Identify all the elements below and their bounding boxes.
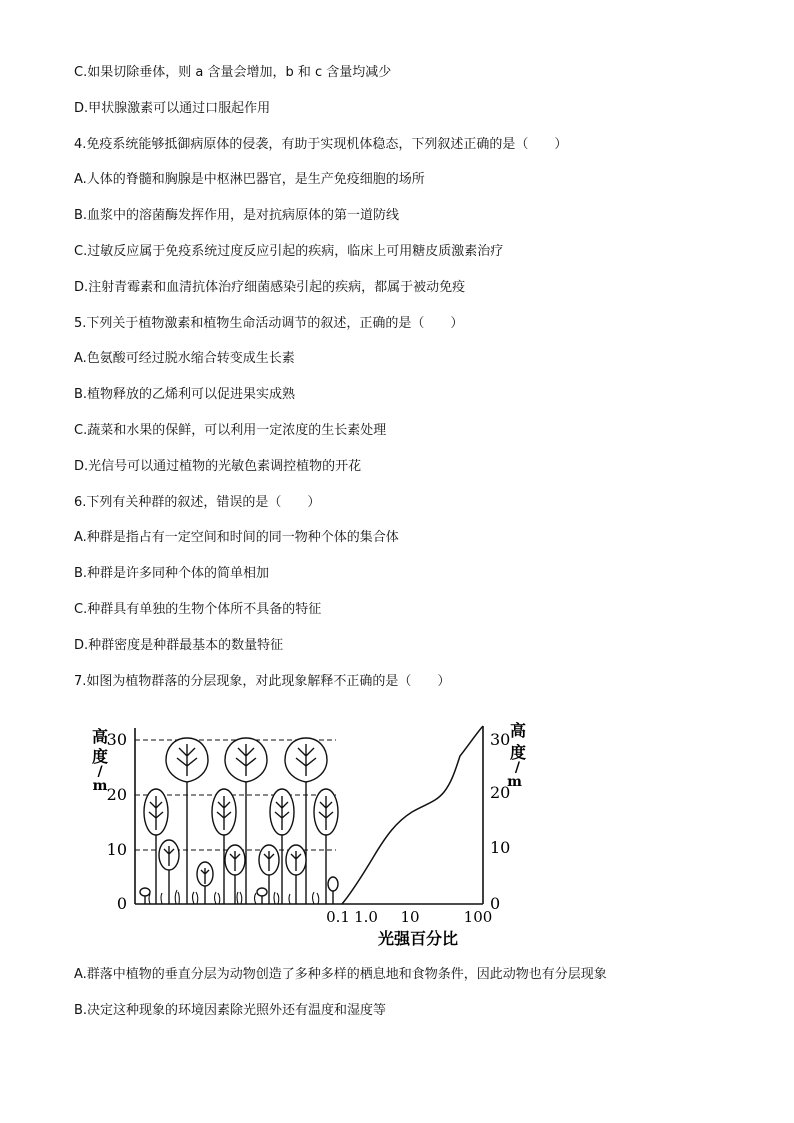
left-axis-label-1: 高 [91,727,109,746]
left-tick-10: 10 [106,840,127,859]
small-tree-icon [225,845,245,904]
left-height-ticks [107,730,127,913]
right-tick-10: 10 [490,838,511,857]
right-tick-0: 0 [490,894,501,913]
text-line: D.注射青霉素和血清抗体治疗细菌感染引起的疾病，都属于被动免疫 [74,279,466,295]
right-axis-label-2: 度 [509,743,526,762]
text-line: 7.如图为植物群落的分层现象，对此现象解释不正确的是（ ） [74,673,451,689]
right-axis-label-1: 高 [509,721,526,740]
plant-stratification-figure [80,716,526,950]
right-height-ticks [490,730,510,913]
left-tick-20: 20 [106,785,127,804]
text-line: D.甲状腺激素可以通过口服起作用 [74,100,271,116]
light-axis-label: 光强百分比 [377,929,459,948]
right-tick-20: 20 [490,783,511,802]
light-tick-0.1: 0.1 [326,908,350,926]
text-line: B.决定这种现象的环境因素除光照外还有温度和湿度等 [74,1003,387,1018]
text-line: A.人体的脊髓和胸腺是中枢淋巴器官，是生产免疫细胞的场所 [74,172,425,188]
text-line: A.色氨酸可经过脱水缩合转变成生长素 [74,351,295,367]
text-line: B.血浆中的溶菌酶发挥作用，是对抗病原体的第一道防线 [74,208,400,224]
text-line: C.过敏反应属于免疫系统过度反应引起的疾病，临床上可用糖皮质激素治疗 [74,244,504,259]
right-axis-label-4: m [507,774,522,790]
text-line: C.如果切除垂体，则 a 含量会增加，b 和 c 含量均减少 [74,65,392,80]
left-axis-label-2: 度 [91,747,109,766]
shrub-icon [197,862,213,904]
text-line: B.植物释放的乙烯利可以促进果实成熟 [74,387,296,403]
grass-icon [149,890,319,904]
text-line: C.蔬菜和水果的保鲜，可以利用一定浓度的生长素处理 [74,423,387,438]
left-tick-30: 30 [106,730,127,749]
forest-illustration [140,738,338,904]
text-line: 4.免疫系统能够抵御病原体的侵袭，有助于实现机体稳态，下列叙述正确的是（ ） [74,136,568,152]
left-tick-0: 0 [116,894,127,913]
light-tick-100: 100 [463,908,493,926]
text-line: D.种群密度是种群最基本的数量特征 [74,637,284,653]
text-line: B.种群是许多同种个体的简单相加 [74,566,270,582]
left-axis-label-4: m [92,778,108,794]
text-line: D.光信号可以通过植物的光敏色素调控植物的开花 [74,458,362,474]
text-line: 5.下列关于植物激素和植物生命活动调节的叙述，正确的是（ ） [74,315,464,331]
left-axis-label-3: / [97,764,103,780]
text-line: 6.下列有关种群的叙述，错误的是（ ） [74,494,321,510]
text-line: A.种群是指占有一定空间和时间的同一物种个体的集合体 [74,530,399,546]
text-line: A.群落中植物的垂直分层为动物创造了多种多样的栖息地和食物条件，因此动物也有分层现象 [74,967,607,982]
light-ticks [326,908,492,926]
light-tick-1.0: 1.0 [354,908,378,926]
text-line: C.种群具有单独的生物个体所不具备的特征 [74,602,322,617]
right-axis-label-3: / [514,760,520,776]
right-tick-30: 30 [490,730,511,749]
light-intensity-curve [342,726,483,904]
light-tick-10: 10 [400,908,420,926]
